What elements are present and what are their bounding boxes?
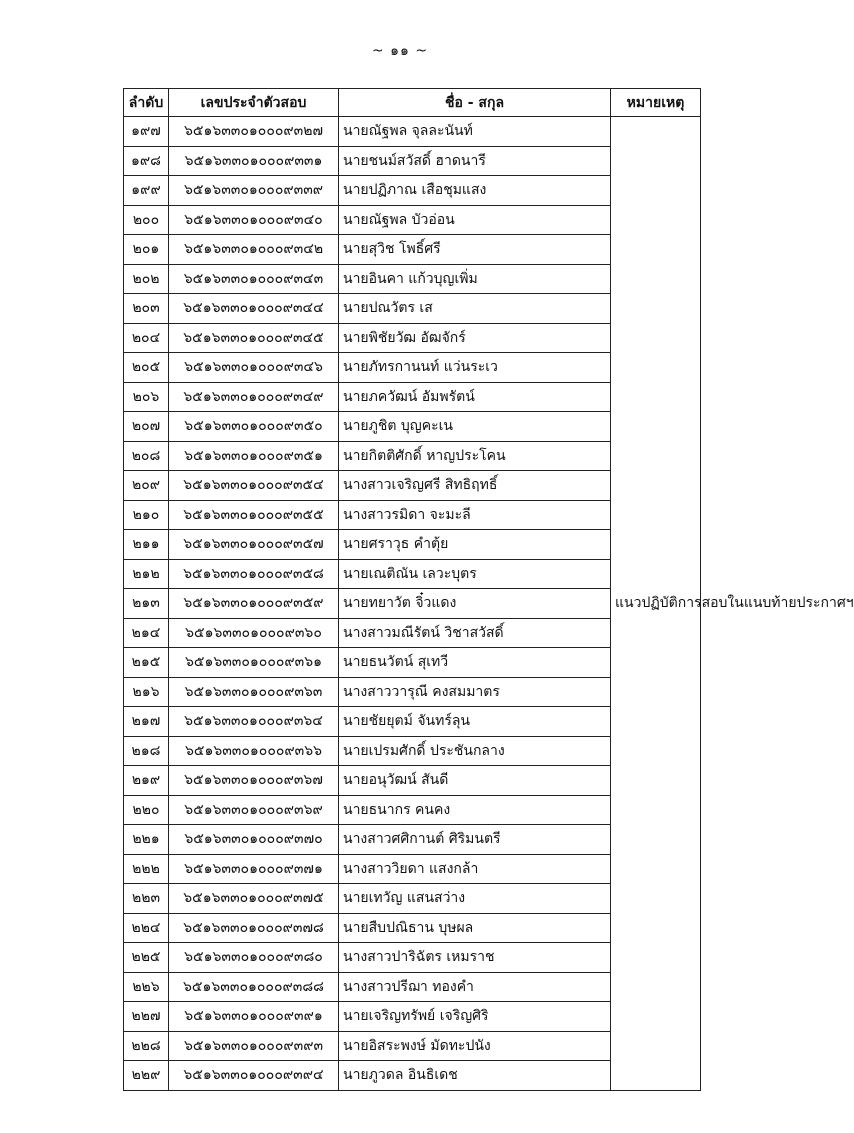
name-cell: นายชัยยุตม์ จันทร์ลุน <box>339 707 611 737</box>
order-cell: ๒๒๖ <box>124 972 169 1002</box>
exam-id-cell: ๖๕๑๖๓๓๐๑๐๐๐๙๓๘๘ <box>169 972 339 1002</box>
exam-id-cell: ๖๕๑๖๓๓๐๑๐๐๐๙๓๕๑ <box>169 441 339 471</box>
exam-id-cell: ๖๕๑๖๓๓๐๑๐๐๐๙๓๗๑ <box>169 854 339 884</box>
name-cell: นายศราวุธ คำตุ้ย <box>339 530 611 560</box>
order-cell: ๒๐๒ <box>124 264 169 294</box>
order-cell: ๒๒๕ <box>124 943 169 973</box>
exam-id-cell: ๖๕๑๖๓๓๐๑๐๐๐๙๓๔๙ <box>169 382 339 412</box>
order-cell: ๒๑๙ <box>124 766 169 796</box>
column-header-exam-id: เลขประจำตัวสอบ <box>169 89 339 117</box>
name-cell: นายภัทรกานนท์ แว่นระเว <box>339 353 611 383</box>
exam-id-cell: ๖๕๑๖๓๓๐๑๐๐๐๙๓๙๑ <box>169 1002 339 1032</box>
order-cell: ๒๑๘ <box>124 736 169 766</box>
order-cell: ๒๐๕ <box>124 353 169 383</box>
name-cell: นายเจริญทรัพย์ เจริญศิริ <box>339 1002 611 1032</box>
name-cell: นายภควัฒน์ อัมพรัตน์ <box>339 382 611 412</box>
order-cell: ๒๐๘ <box>124 441 169 471</box>
order-cell: ๒๒๐ <box>124 795 169 825</box>
column-header-order: ลำดับ <box>124 89 169 117</box>
name-cell: นายเปรมศักดิ์ ประชันกลาง <box>339 736 611 766</box>
name-cell: นายเณติณัน เลวะบุตร <box>339 559 611 589</box>
table-body <box>124 117 854 1091</box>
order-cell: ๒๒๘ <box>124 1031 169 1061</box>
name-cell: นายอินคา แก้วบุญเพิ่ม <box>339 264 611 294</box>
name-cell: นายปฏิภาณ เสือชุมแสง <box>339 176 611 206</box>
name-cell: นางสาววารุณี คงสมมาตร <box>339 677 611 707</box>
remark-cell: แนวปฏิบัติการสอบในแนบท้ายประกาศฯ <box>611 117 701 1091</box>
exam-id-cell: ๖๕๑๖๓๓๐๑๐๐๐๙๓๓๙ <box>169 176 339 206</box>
exam-id-cell: ๖๕๑๖๓๓๐๑๐๐๐๙๓๗๐ <box>169 825 339 855</box>
order-cell: ๒๐๙ <box>124 471 169 501</box>
order-cell: ๒๐๗ <box>124 412 169 442</box>
order-cell: ๒๒๙ <box>124 1061 169 1091</box>
name-cell: นายภูชิต บุญคะเน <box>339 412 611 442</box>
exam-id-cell: ๖๕๑๖๓๓๐๑๐๐๐๙๓๖๙ <box>169 795 339 825</box>
exam-id-cell: ๖๕๑๖๓๓๐๑๐๐๐๙๓๖๗ <box>169 766 339 796</box>
exam-id-cell: ๖๕๑๖๓๓๐๑๐๐๐๙๓๖๖ <box>169 736 339 766</box>
exam-id-cell: ๖๕๑๖๓๓๐๑๐๐๐๙๓๔๕ <box>169 323 339 353</box>
order-cell: ๒๒๑ <box>124 825 169 855</box>
name-cell: นางสาวปรีฌา ทองคำ <box>339 972 611 1002</box>
order-cell: ๒๑๑ <box>124 530 169 560</box>
order-cell: ๒๐๖ <box>124 382 169 412</box>
name-cell: นางสาวรมิดา จะมะลี <box>339 500 611 530</box>
exam-id-cell: ๖๕๑๖๓๓๐๑๐๐๐๙๓๔๓ <box>169 264 339 294</box>
exam-id-cell: ๖๕๑๖๓๓๐๑๐๐๐๙๓๗๕ <box>169 884 339 914</box>
exam-id-cell: ๖๕๑๖๓๓๐๑๐๐๐๙๓๖๓ <box>169 677 339 707</box>
name-cell: นายณัฐพล บัวอ่อน <box>339 205 611 235</box>
name-cell: นางสาวมณีรัตน์ วิชาสวัสดิ์ <box>339 618 611 648</box>
exam-id-cell: ๖๕๑๖๓๓๐๑๐๐๐๙๓๖๔ <box>169 707 339 737</box>
exam-id-cell: ๖๕๑๖๓๓๐๑๐๐๐๙๓๗๘ <box>169 913 339 943</box>
exam-id-cell: ๖๕๑๖๓๓๐๑๐๐๐๙๓๙๓ <box>169 1031 339 1061</box>
order-cell: ๒๑๓ <box>124 589 169 619</box>
exam-id-cell: ๖๕๑๖๓๓๐๑๐๐๐๙๓๕๗ <box>169 530 339 560</box>
order-cell: ๒๐๑ <box>124 235 169 265</box>
order-cell: ๒๐๔ <box>124 323 169 353</box>
name-cell: นายกิตติศักดิ์ หาญประโคน <box>339 441 611 471</box>
candidate-table <box>123 88 854 1091</box>
name-cell: นายธนากร คนคง <box>339 795 611 825</box>
name-cell: นายสืบปณิธาน บุษผล <box>339 913 611 943</box>
order-cell: ๒๒๔ <box>124 913 169 943</box>
exam-id-cell: ๖๕๑๖๓๓๐๑๐๐๐๙๓๒๗ <box>169 117 339 147</box>
order-cell: ๒๒๒ <box>124 854 169 884</box>
name-cell: นายสุวิช โพธิ์ศรี <box>339 235 611 265</box>
name-cell: นายเทวัญ แสนสว่าง <box>339 884 611 914</box>
order-cell: ๑๙๙ <box>124 176 169 206</box>
exam-id-cell: ๖๕๑๖๓๓๐๑๐๐๐๙๓๔๐ <box>169 205 339 235</box>
name-cell: นางสาววิยดา แสงกล้า <box>339 854 611 884</box>
name-cell: นายปณวัตร เส <box>339 294 611 324</box>
exam-id-cell: ๖๕๑๖๓๓๐๑๐๐๐๙๓๕๙ <box>169 589 339 619</box>
order-cell: ๑๙๗ <box>124 117 169 147</box>
name-cell: นายณัฐพล จุลละนันท์ <box>339 117 611 147</box>
name-cell: นายอิสระพงษ์ มัดทะปนัง <box>339 1031 611 1061</box>
exam-id-cell: ๖๕๑๖๓๓๐๑๐๐๐๙๓๕๘ <box>169 559 339 589</box>
exam-id-cell: ๖๕๑๖๓๓๐๑๐๐๐๙๓๔๖ <box>169 353 339 383</box>
page-number: ~ ๑๑ ~ <box>371 43 429 59</box>
exam-id-cell: ๖๕๑๖๓๓๐๑๐๐๐๙๓๔๔ <box>169 294 339 324</box>
order-cell: ๒๐๐ <box>124 205 169 235</box>
exam-id-cell: ๖๕๑๖๓๓๐๑๐๐๐๙๓๕๕ <box>169 500 339 530</box>
order-cell: ๒๑๖ <box>124 677 169 707</box>
order-cell: ๒๐๓ <box>124 294 169 324</box>
name-cell: นายธนวัตน์ สุเทวี <box>339 648 611 678</box>
exam-id-cell: ๖๕๑๖๓๓๐๑๐๐๐๙๓๕๔ <box>169 471 339 501</box>
table-header-row <box>124 89 701 117</box>
exam-id-cell: ๖๕๑๖๓๓๐๑๐๐๐๙๓๖๐ <box>169 618 339 648</box>
order-cell: ๒๑๗ <box>124 707 169 737</box>
name-cell: นายพิชัยวัฒ อัฒจักร์ <box>339 323 611 353</box>
name-cell: นายชนม์สวัสดิ์ ฮาดนารี <box>339 146 611 176</box>
order-cell: ๒๑๕ <box>124 648 169 678</box>
name-cell: นางสาวปาริฉัตร เหมราช <box>339 943 611 973</box>
exam-id-cell: ๖๕๑๖๓๓๐๑๐๐๐๙๓๘๐ <box>169 943 339 973</box>
order-cell: ๑๙๘ <box>124 146 169 176</box>
order-cell: ๒๑๐ <box>124 500 169 530</box>
order-cell: ๒๑๒ <box>124 559 169 589</box>
exam-id-cell: ๖๕๑๖๓๓๐๑๐๐๐๙๓๙๔ <box>169 1061 339 1091</box>
table-row <box>124 117 701 147</box>
column-header-name: ชื่อ - สกุล <box>339 89 611 117</box>
column-header-remark: หมายเหตุ <box>611 89 701 117</box>
order-cell: ๒๒๓ <box>124 884 169 914</box>
exam-id-cell: ๖๕๑๖๓๓๐๑๐๐๐๙๓๔๒ <box>169 235 339 265</box>
name-cell: นางสาวเจริญศรี สิทธิฤทธิ์ <box>339 471 611 501</box>
exam-id-cell: ๖๕๑๖๓๓๐๑๐๐๐๙๓๖๑ <box>169 648 339 678</box>
order-cell: ๒๑๔ <box>124 618 169 648</box>
name-cell: นายอนุวัฒน์ สันดี <box>339 766 611 796</box>
exam-id-cell: ๖๕๑๖๓๓๐๑๐๐๐๙๓๓๑ <box>169 146 339 176</box>
order-cell: ๒๒๗ <box>124 1002 169 1032</box>
name-cell: นายทยาวัต จิ๋วแดง <box>339 589 611 619</box>
name-cell: นางสาวศศิกานต์ ศิริมนตรี <box>339 825 611 855</box>
exam-id-cell: ๖๕๑๖๓๓๐๑๐๐๐๙๓๕๐ <box>169 412 339 442</box>
name-cell: นายภูวดล อินธิเดช <box>339 1061 611 1091</box>
